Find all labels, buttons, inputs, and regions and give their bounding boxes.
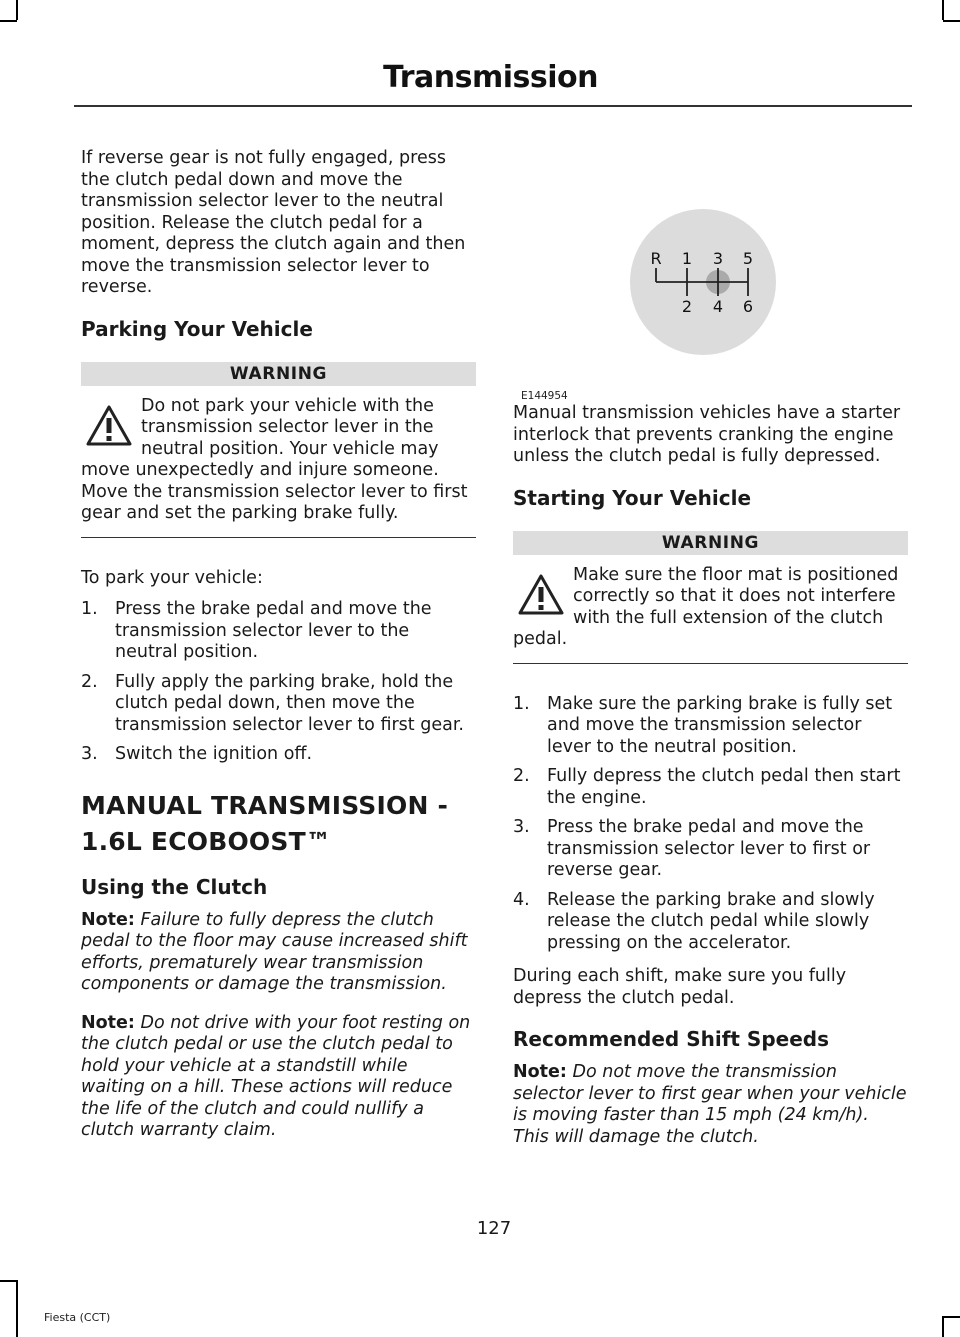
crop-mark — [16, 0, 18, 20]
gear-pattern-diagram — [628, 208, 778, 358]
note-paragraph: Note: Failure to fully depress the clutch pedal to the floor may cause increased shift efforts, prematurely wear transmission components or damage the transmission. — [81, 909, 468, 994]
parking-steps — [81, 599, 476, 766]
list-item: 3. Press the brake pedal and move the transmission selector lever to first or reverse gear. — [513, 817, 871, 880]
gear-label-4: 4 — [712, 297, 724, 316]
warning-body — [81, 396, 476, 538]
footer-model: Fiesta (CCT) — [44, 1311, 111, 1324]
warning-triangle-icon — [85, 404, 133, 448]
parking-warning — [81, 362, 476, 538]
crop-mark — [943, 1316, 960, 1318]
list-item: 3. Switch the ignition off. — [81, 744, 313, 764]
warning-text: Make sure the floor mat is positioned correctly so that it does not interfere with the full extension of the clutch pedal. — [513, 564, 899, 649]
starting-steps — [513, 694, 908, 955]
warning-label: WARNING — [81, 362, 476, 386]
header-rule — [74, 105, 912, 107]
crop-mark — [942, 0, 944, 20]
parking-heading: Parking Your Vehicle — [81, 316, 313, 341]
page-title: Transmission — [383, 60, 598, 95]
figure-code: E144954 — [521, 390, 568, 402]
gear-label-1: 1 — [681, 249, 693, 268]
gear-label-3: 3 — [712, 249, 724, 268]
to-park-intro: To park your vehicle: — [81, 567, 263, 588]
starting-warning — [513, 531, 908, 664]
crop-mark — [943, 20, 960, 22]
section-title: MANUAL TRANSMISSION - 1.6L ECOBOOST™ — [81, 790, 449, 856]
starting-heading: Starting Your Vehicle — [513, 485, 752, 510]
gear-label-r: R — [650, 249, 662, 268]
warning-body — [513, 565, 908, 664]
warning-triangle-icon — [517, 573, 565, 617]
gear-label-6: 6 — [742, 297, 754, 316]
clutch-heading: Using the Clutch — [81, 874, 268, 899]
gear-label-5: 5 — [742, 249, 754, 268]
list-item: 1. Press the brake pedal and move the transmission selector lever to the neutral position. — [81, 599, 432, 662]
crop-mark — [0, 1280, 17, 1282]
warning-text: Do not park your vehicle with the transmission selector lever in the neutral position. Your vehicle may move unexpectedly and injure someone. Move the transmission selector lever to first gear and set the parking brake fully. — [81, 395, 468, 523]
warning-label: WARNING — [513, 531, 908, 555]
list-item: 4. Release the parking brake and slowly release the clutch pedal while slowly pressing on the accelerator. — [513, 889, 875, 953]
reverse-gear-paragraph: If reverse gear is not fully engaged, press the clutch pedal down and move the transmission selector lever to the neutral position. Release the clutch pedal for a moment, depress the clutch again and then move the transmission selector lever to reverse. — [81, 148, 466, 297]
shift-paragraph: During each shift, make sure you fully depress the clutch pedal. — [513, 966, 847, 1008]
list-item: 2. Fully depress the clutch pedal then start the engine. — [513, 766, 901, 808]
right-column — [513, 148, 908, 1165]
crop-mark — [16, 1280, 18, 1337]
list-item: 2. Fully apply the parking brake, hold the clutch pedal down, then move the transmission selector lever to first gear. — [81, 671, 464, 735]
page-number: 127 — [476, 1218, 512, 1239]
crop-mark — [942, 1316, 944, 1337]
note-paragraph: Note: Do not move the transmission selector lever to first gear when your vehicle is moving faster than 15 mph (24 km/h). This will damage the clutch. — [513, 1062, 907, 1147]
shift-speeds-heading: Recommended Shift Speeds — [513, 1027, 829, 1051]
list-item: 1. Make sure the parking brake is fully set and move the transmission selector lever to the neutral position. — [513, 693, 893, 757]
note-paragraph: Note: Do not drive with your foot resting on the clutch pedal or use the clutch pedal to hold your vehicle at a standstill while waiting on a hill. These actions will reduce the life of the clutch and could nullify a clutch warranty claim. — [81, 1012, 471, 1140]
left-column — [81, 148, 476, 1159]
interlock-paragraph: Manual transmission vehicles have a starter interlock that prevents cranking the engine unless the clutch pedal is fully depressed. — [513, 403, 901, 466]
gear-label-2: 2 — [681, 297, 693, 316]
crop-mark — [0, 20, 17, 22]
gear-shift-figure — [513, 148, 908, 403]
